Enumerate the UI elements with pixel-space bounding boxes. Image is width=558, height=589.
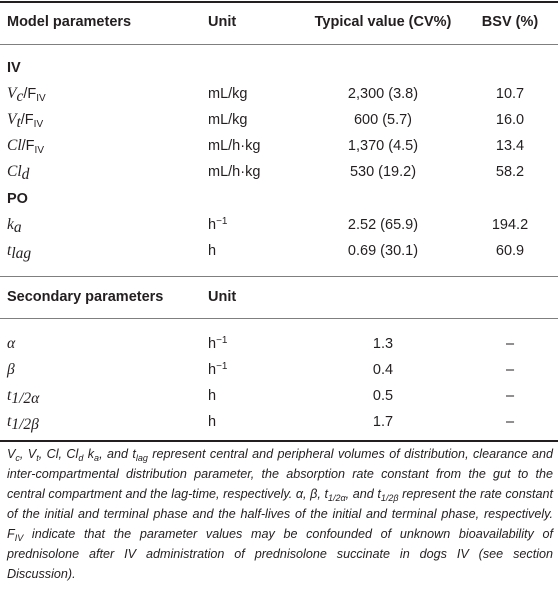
param-value: 1.7	[372, 414, 394, 430]
param-bsv: –	[505, 388, 515, 404]
table-row	[0, 133, 558, 159]
param-symbol: $V_c/F_{IV}$	[7, 85, 46, 105]
param-symbol: $k_a$	[7, 216, 22, 236]
table-row	[0, 159, 558, 185]
param-unit: mL/kg	[208, 86, 248, 102]
header-secondary-unit: Unit	[208, 289, 237, 305]
param-unit: mL/h·kg	[208, 138, 261, 154]
param-bsv: –	[505, 336, 515, 352]
param-value: 600 (5.7)	[353, 112, 413, 128]
param-value: 2,300 (3.8)	[347, 86, 419, 102]
param-unit: $h^{-1}$	[208, 361, 228, 378]
param-bsv: 16.0	[495, 112, 525, 128]
section-iv: IV	[7, 60, 21, 76]
section-po: PO	[7, 191, 28, 207]
table-row	[0, 107, 558, 133]
param-value: 0.5	[372, 388, 394, 404]
header-typical-value: Typical value (CV%)	[314, 14, 452, 30]
param-symbol: $Cl/F_{IV}$	[7, 137, 44, 156]
param-bsv: 58.2	[495, 164, 525, 180]
table-row	[0, 238, 558, 264]
param-unit: h	[208, 388, 217, 404]
secondary-header-rule	[0, 318, 558, 319]
param-symbol: $t_{1/2\alpha}$	[7, 387, 40, 407]
header-unit: Unit	[208, 14, 237, 30]
param-unit: h	[208, 414, 217, 430]
param-bsv: 10.7	[495, 86, 525, 102]
header-model-parameters: Model parameters	[7, 14, 132, 30]
param-symbol: β	[7, 361, 15, 378]
table-footnote: $V_c$, $V_t$, Cl, $Cl_d$ $k_a$, and $t_{lag}$ represent central and peripheral volumes of distribution, clearance and inter-compartmental distribution parameter, the absorption rate constant from the gut to the central compartment and the lag-time, respectively. α, β, $t_{1/2\alpha}$, and $t_{1/2\beta}$ represent the rate constant of the initial and terminal phase and the half-lives of the initial and terminal phase, respectively. $F_{IV}$ indicate that the parameter values may be confounded of unknown bioavailability of prednisolone after IV administration of prednisolone succinate in dogs IV (see section Discussion).	[7, 447, 553, 581]
param-symbol: $t_{1/2\beta}$	[7, 413, 39, 433]
param-value: 1,370 (4.5)	[347, 138, 419, 154]
param-symbol: $t_{lag}$	[7, 242, 32, 262]
mid-rule	[0, 276, 558, 277]
table-top-rule	[0, 1, 558, 3]
table-row	[0, 409, 558, 435]
param-unit: $h^{-1}$	[208, 216, 228, 233]
param-value: 530 (19.2)	[349, 164, 417, 180]
table-row	[0, 212, 558, 238]
param-unit: $h^{-1}$	[208, 335, 228, 352]
param-value: 1.3	[372, 336, 394, 352]
table-row	[0, 357, 558, 383]
table-row	[0, 383, 558, 409]
header-secondary-parameters: Secondary parameters	[7, 289, 164, 305]
param-value: 0.69 (30.1)	[347, 243, 419, 259]
param-symbol: $Cl_d$	[7, 163, 30, 183]
table-row	[0, 81, 558, 107]
param-value: 0.4	[372, 362, 394, 378]
param-unit: mL/h·kg	[208, 164, 261, 180]
header-bsv: BSV (%)	[481, 14, 539, 30]
param-bsv: –	[505, 414, 515, 430]
table-bottom-rule	[0, 440, 558, 442]
param-symbol: α	[7, 335, 16, 352]
param-bsv: 13.4	[495, 138, 525, 154]
param-bsv: 60.9	[495, 243, 525, 259]
table-header-row	[0, 9, 558, 35]
table-row	[0, 331, 558, 357]
param-bsv: –	[505, 362, 515, 378]
param-bsv: 194.2	[491, 217, 529, 233]
param-value: 2.52 (65.9)	[347, 217, 419, 233]
param-unit: h	[208, 243, 217, 259]
param-unit: mL/kg	[208, 112, 248, 128]
header-rule	[0, 44, 558, 45]
secondary-header-row	[0, 284, 558, 310]
param-symbol: $V_t/F_{IV}$	[7, 111, 44, 131]
